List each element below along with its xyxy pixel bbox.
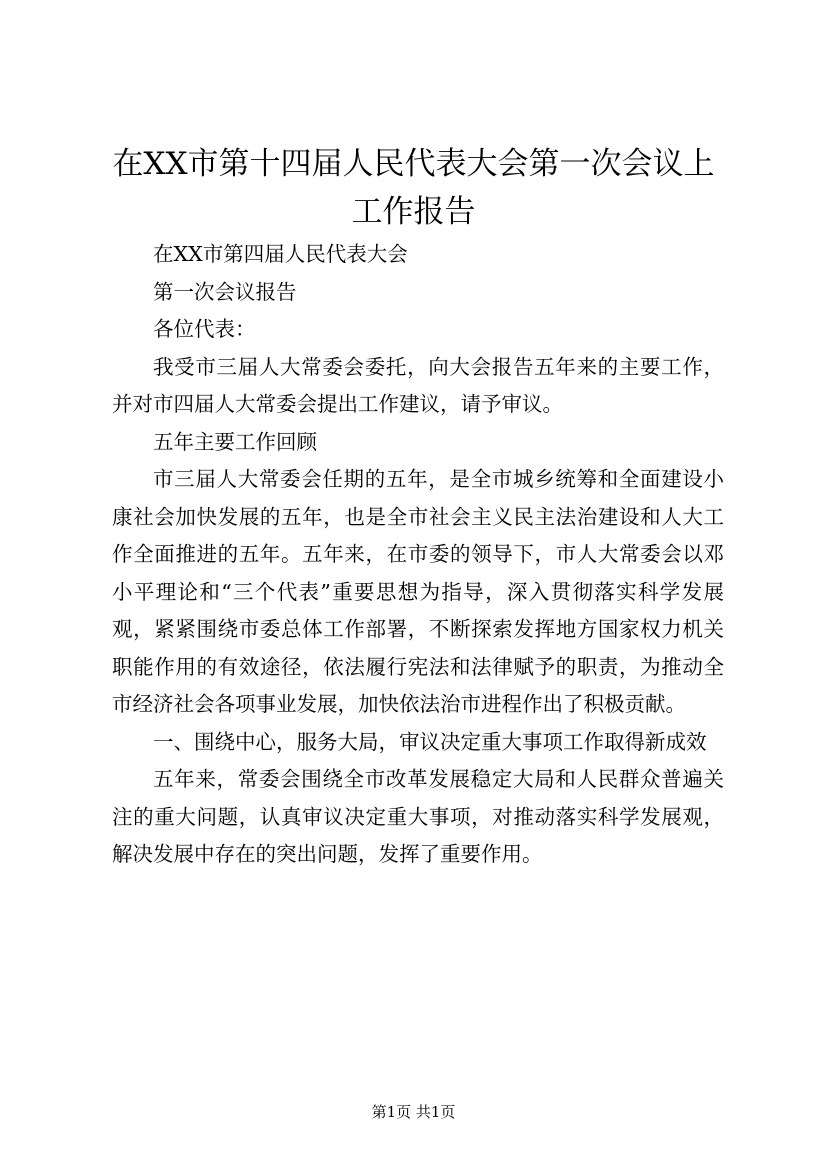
page-footer: 第1页 共1页 — [371, 1103, 456, 1121]
paragraph-section-1: 五年来，常委会围绕全市改革发展稳定大局和人民群众普遍关注的重大问题，认真审议决定重大事项，对推动落实科学发展观，解决发展中存在的突出问题，发挥了重要作用。 — [112, 767, 724, 866]
section-heading-review: 五年主要工作回顾 — [153, 429, 317, 454]
section-heading-1: 一、围绕中心，服务大局，审议决定重大事项工作取得新成效 — [153, 729, 707, 754]
paragraph-intro: 我受市三届人大常委会委托，向大会报告五年来的主要工作，并对市四届人大常委会提出工作建议，请予审议。 — [112, 354, 724, 416]
document-title — [100, 140, 727, 236]
paragraph-salutation-heading-1: 在XX市第四届人民代表大会 — [153, 242, 408, 266]
paragraph-salutation-heading-2: 第一次会议报告 — [153, 279, 297, 304]
document-body — [112, 236, 724, 874]
paragraph-greeting: 各位代表： — [153, 317, 256, 341]
paragraph-review: 市三届人大常委会任期的五年，是全市城乡统筹和全面建设小康社会加快发展的五年，也是全市社会主义民主法治建设和人大工作全面推进的五年。五年来，在市委的领导下，市人大常委会以邓小平理论和“三个代表”重要思想为指导，深入贯彻落实科学发展观，紧紧围绕市委总体工作部署，不断探索发挥地方国家权力机关职能作用的有效途径，依法履行宪法和法律赋予的职责，为推动全市经济社会各项事业发展，加快依法治市进程作出了积极贡献。 — [112, 467, 724, 716]
title-line-1: 在XX市第十四届人民代表大会第一次会议上 — [112, 146, 715, 182]
title-line-2: 工作报告 — [351, 194, 476, 230]
